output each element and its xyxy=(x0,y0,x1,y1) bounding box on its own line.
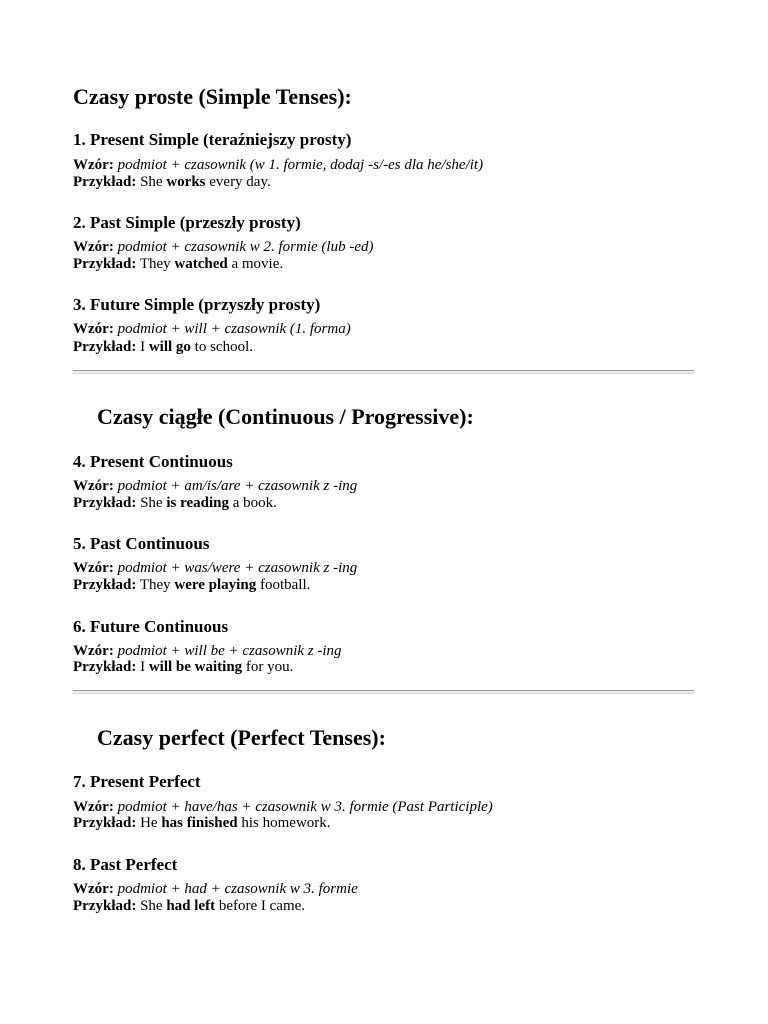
example-subject: She xyxy=(140,898,163,914)
tense-heading: 1. Present Simple (teraźniejszy prosty) xyxy=(73,130,352,149)
example-line xyxy=(73,577,310,594)
pattern-line xyxy=(73,239,374,256)
pattern-label: Wzór: xyxy=(73,643,114,659)
pattern-label: Wzór: xyxy=(73,799,114,815)
example-label: Przykład: xyxy=(73,659,137,675)
pattern-formula: podmiot + had + czasownik w 3. formie xyxy=(117,881,358,897)
pattern-formula: podmiot + czasownik w 2. formie (lub -ed) xyxy=(117,239,374,255)
example-verb: watched xyxy=(174,256,228,272)
example-verb: is reading xyxy=(166,495,229,511)
pattern-label: Wzór: xyxy=(73,560,114,576)
example-rest: a book. xyxy=(232,495,277,511)
pattern-formula: podmiot + was/were + czasownik z -ing xyxy=(117,560,358,576)
example-verb: has finished xyxy=(161,815,238,831)
pattern-line xyxy=(73,478,357,495)
example-rest: football. xyxy=(259,577,311,593)
tense-heading: 8. Past Perfect xyxy=(73,855,178,874)
pattern-line xyxy=(73,321,351,338)
example-subject: She xyxy=(140,495,163,511)
pattern-line xyxy=(73,881,358,898)
example-subject: They xyxy=(139,577,171,593)
tense-heading: 3. Future Simple (przyszły prosty) xyxy=(73,295,321,314)
example-label: Przykład: xyxy=(73,898,137,914)
example-label: Przykład: xyxy=(73,815,137,831)
pattern-formula: podmiot + will be + czasownik z -ing xyxy=(117,643,342,659)
tense-heading: 7. Present Perfect xyxy=(73,772,201,791)
example-line xyxy=(73,174,271,191)
example-verb: will go xyxy=(148,339,191,355)
pattern-formula: podmiot + will + czasownik (1. forma) xyxy=(117,321,351,337)
tense-heading: 6. Future Continuous xyxy=(73,617,229,636)
example-rest: to school. xyxy=(194,339,254,355)
pattern-line xyxy=(73,157,483,174)
example-rest: for you. xyxy=(245,659,294,675)
pattern-formula: podmiot + have/has + czasownik w 3. formie (Past Participle) xyxy=(117,799,493,815)
section-divider xyxy=(73,690,694,694)
pattern-label: Wzór: xyxy=(73,478,114,494)
example-subject: They xyxy=(139,256,171,272)
pattern-line xyxy=(73,643,342,660)
example-verb: were playing xyxy=(174,577,257,593)
example-rest: his homework. xyxy=(241,815,331,831)
example-label: Przykład: xyxy=(73,577,137,593)
pattern-line xyxy=(73,560,357,577)
example-rest: every day. xyxy=(209,174,271,190)
example-label: Przykład: xyxy=(73,339,137,355)
example-rest: a movie. xyxy=(231,256,284,272)
example-label: Przykład: xyxy=(73,174,137,190)
example-label: Przykład: xyxy=(73,256,137,272)
pattern-label: Wzór: xyxy=(73,157,114,173)
example-line xyxy=(73,339,253,356)
section-title-perfect: Czasy perfect (Perfect Tenses): xyxy=(97,725,386,750)
pattern-formula: podmiot + czasownik (w 1. formie, dodaj -s/-es dla he/she/it) xyxy=(117,157,484,173)
section-title-continuous: Czasy ciągłe (Continuous / Progressive): xyxy=(97,404,474,429)
example-verb: will be waiting xyxy=(148,659,243,675)
example-label: Przykład: xyxy=(73,495,137,511)
example-subject: He xyxy=(140,815,158,831)
example-line xyxy=(73,659,293,676)
example-verb: works xyxy=(166,174,206,190)
pattern-label: Wzór: xyxy=(73,321,114,337)
tense-heading: 4. Present Continuous xyxy=(73,452,233,471)
example-subject: I xyxy=(140,339,146,355)
example-rest: before I came. xyxy=(218,898,306,914)
section-divider xyxy=(73,370,694,374)
example-line xyxy=(73,256,283,273)
pattern-label: Wzór: xyxy=(73,239,114,255)
tense-heading: 2. Past Simple (przeszły prosty) xyxy=(73,213,301,232)
example-line xyxy=(73,815,331,832)
pattern-label: Wzór: xyxy=(73,881,114,897)
example-verb: had left xyxy=(166,898,216,914)
example-subject: She xyxy=(140,174,163,190)
example-line xyxy=(73,898,305,915)
pattern-formula: podmiot + am/is/are + czasownik z -ing xyxy=(117,478,358,494)
section-title-simple: Czasy proste (Simple Tenses): xyxy=(73,84,352,109)
tense-heading: 5. Past Continuous xyxy=(73,534,210,553)
example-line xyxy=(73,495,277,512)
example-subject: I xyxy=(140,659,146,675)
pattern-line xyxy=(73,799,493,816)
